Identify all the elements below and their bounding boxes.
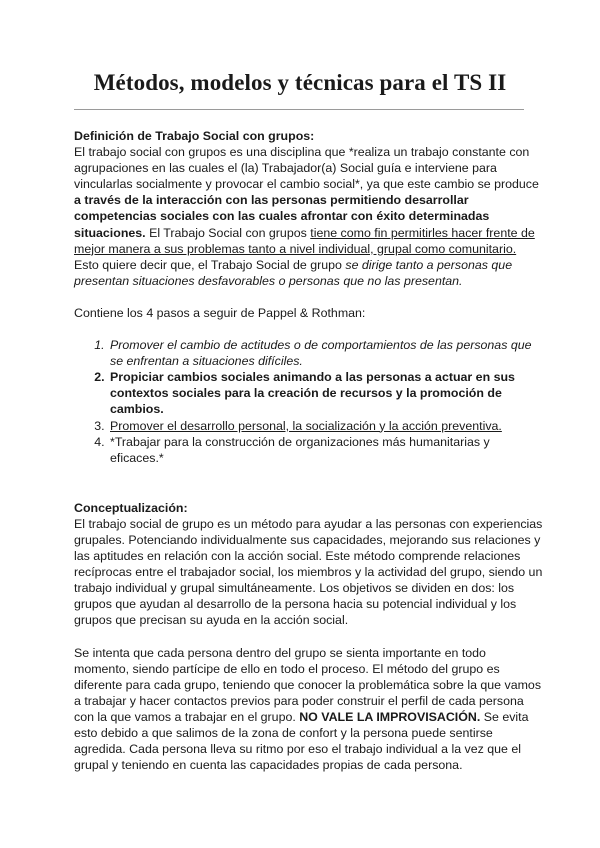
definition-underlined-text: tiene como fin permitirles hacer frente de mejor manera a sus problemas tanto a nivel individual, grupal como comunitario.	[74, 225, 535, 256]
definition-bold-text: a través de la interacción con las personas permitiendo desarrollar competencias sociales con las cuales afrontar con éxito determinadas situaciones.	[74, 193, 490, 240]
steps-list	[74, 337, 544, 466]
title-divider	[74, 109, 524, 110]
document-body	[74, 128, 544, 773]
definition-text-1: El trabajo social con grupos es una disciplina que *realiza un trabajo constante con agrupaciones en las cuales el (la) Trabajador(a) Social guía e interviene para vincularlas socialmente y provocar el cambio social*, ya que este cambio se produce	[74, 145, 539, 192]
definition-text-3: Esto quiere decir que, el Trabajo Social de grupo	[74, 257, 346, 272]
document-title: Métodos, modelos y técnicas para el TS II	[93, 70, 507, 95]
concept-bold-text: NO VALE LA IMPROVISACIÓN.	[299, 709, 481, 724]
section-heading-definition: Definición de Trabajo Social con grupos:	[74, 129, 315, 143]
step-item-1: 1. Promover el cambio de actitudes o de comportamientos de las personas que se enfrentan a situaciones difíciles.	[108, 337, 544, 369]
step-item-4: 4. *Trabajar para la construcción de organizaciones más humanitarias y eficaces.*	[108, 434, 544, 466]
conceptualization-paragraph-1: El trabajo social de grupo es un método para ayudar a las personas con experiencias grupales. Potenciando individualmente sus capacidades, mejorando sus relaciones y las aptitudes en relación con la acción social. Este método comprende relaciones recíprocas entre el trabajador social, los miembros y la actividad del grupo, siendo un trabajo individual y grupal simultáneamente. Los objetivos se dividen en dos: los grupos que ayudan al desarrollo de la persona hacia su potencial individual y los grupos que precisan su ayuda en la acción social.	[74, 516, 543, 628]
step-item-3: 3. Promover el desarrollo personal, la socialización y la acción preventiva.	[108, 418, 544, 434]
steps-intro: Contiene los 4 pasos a seguir de Pappel & Rothman:	[74, 305, 366, 320]
conceptualization-paragraph-2	[74, 645, 544, 774]
concept-text-1: Se intenta que cada persona dentro del grupo se sienta importante en todo momento, siendo partícipe de ello en todo el proceso. El método del grupo es diferente para cada grupo, teniendo que conocer la problemática sobre la que vamos a trabajar y hacer contactos previos para poder construir el perfil de cada persona con la que vamos a trabajar en el grupo.	[74, 645, 542, 724]
concept-text-2: Se evita esto debido a que salimos de la zona de confort y la persona puede sentirse agredida. Cada persona lleva su ritmo por eso el trabajo individual a la vez que el grupal y teniendo en cuenta las capacidades propias de cada persona.	[74, 709, 529, 773]
step-item-2: 2. Propiciar cambios sociales animando a las personas a actuar en sus contextos sociales para la creación de recursos y la promoción de cambios.	[108, 369, 544, 417]
definition-italic-text: se dirige tanto a personas que presentan situaciones desfavorables o personas que no las presentan.	[74, 257, 513, 288]
definition-text-2: El Trabajo Social con grupos	[145, 225, 311, 240]
section-heading-conceptualization: Conceptualización:	[74, 500, 188, 515]
definition-paragraph	[74, 144, 544, 289]
